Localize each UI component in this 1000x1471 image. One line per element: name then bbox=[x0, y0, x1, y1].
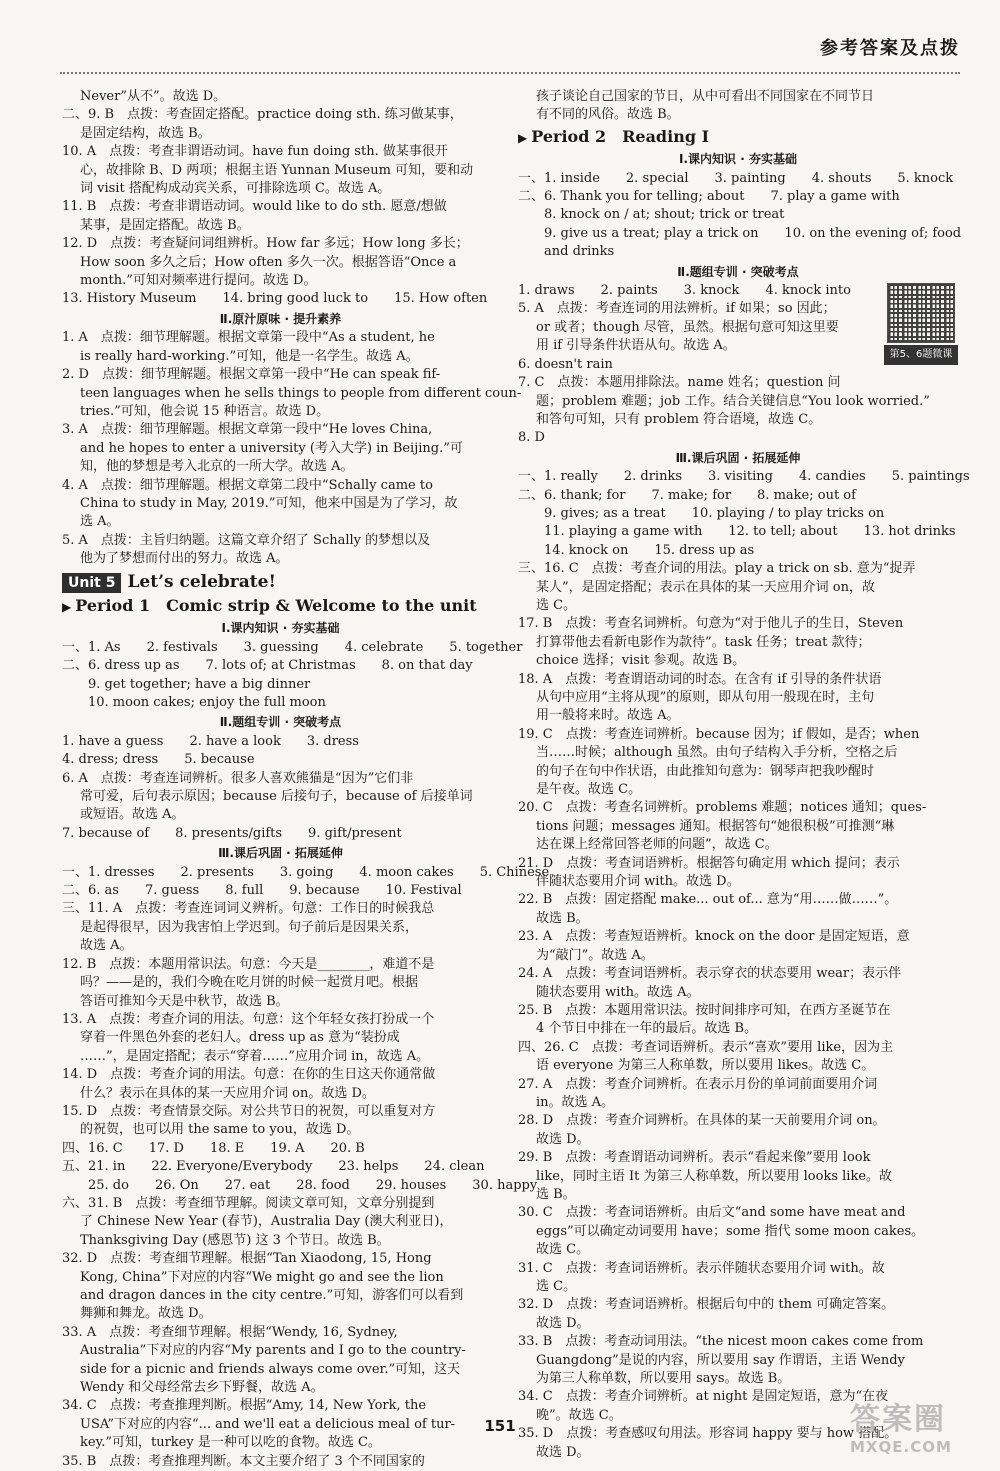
answer-line: 7. C 点拨：本题用排除法。name 姓名；question 问 bbox=[518, 375, 841, 391]
answer-line: 4. A 点拨：细节理解题。根据文章第二段中“Schally came to bbox=[62, 477, 433, 493]
answer-line: 25. B 点拨：本题用常识法。按时间排序可知，在西方圣诞节在 bbox=[518, 1002, 891, 1018]
answer-line: 二、6. as 7. guess 8. full 9. because 10. Festival bbox=[62, 883, 462, 899]
answer-line: 二、6. Thank you for telling; about 7. play a game with bbox=[518, 189, 900, 205]
answer-line: 8. knock on / at; shout; trick or treat bbox=[544, 207, 785, 223]
answer-line: 二、9. B 点拨：考查固定搭配。practice doing sth. 练习做某事， bbox=[62, 107, 463, 123]
answer-line: 的句子在句中作状语，由此推知句意为：钢琴声把我吵醒时 bbox=[536, 763, 875, 779]
answer-line: 6. doesn't rain bbox=[518, 356, 613, 372]
answer-line: 7. because of 8. presents/gifts 9. gift/present bbox=[62, 825, 402, 841]
answer-line: 34. C 点拨：考查介词辨析。at night 是固定短语，意为“在夜 bbox=[518, 1389, 889, 1405]
answer-line: 22. B 点拨：固定搭配 make... out of... 意为“用……做……”。 bbox=[518, 892, 898, 908]
answer-line: 29. B 点拨：考查谓语动词辨析。表示“看起来像”要用 look bbox=[518, 1150, 871, 1166]
answer-line: ……”，是固定搭配；表示“穿着……”应用介词 in，故选 A。 bbox=[80, 1048, 430, 1064]
answer-line: 33. B 点拨：考查动词用法。“the nicest moon cakes come from bbox=[518, 1334, 924, 1350]
answer-line: How soon 多久之后；How often 多久一次。根据答语“Once a bbox=[80, 254, 457, 270]
answer-line: 18. A 点拨：考查谓语动词的时态。在含有 if 引导的条件状语 bbox=[518, 671, 882, 687]
answer-line: 2. D 点拨：细节理解题。根据文章第一段中“He can speak fif- bbox=[62, 367, 441, 383]
answer-line: 6. A 点拨：考查连词辨析。很多人喜欢熊猫是“因为”它们非 bbox=[62, 770, 414, 786]
qr-label: 第5、6题微课 bbox=[884, 345, 958, 365]
answer-line: 二、6. thank; for 7. make; for 8. make; out of bbox=[518, 487, 856, 503]
answer-line: 10. moon cakes; enjoy the full moon bbox=[88, 695, 326, 710]
answer-line: 4 个节日中排在一年的最后。故选 B。 bbox=[536, 1021, 758, 1037]
answer-line: 故选 B。 bbox=[536, 910, 589, 926]
answer-line: 35. D 点拨：考查感叹句用法。形容词 happy 要与 how 搭配。 bbox=[518, 1426, 898, 1442]
answer-line: 故选 D。 bbox=[536, 1131, 590, 1147]
qr-code-block[interactable] bbox=[884, 283, 958, 365]
answer-line: or 或者；though 尽管，虽然。根据句意可知这里要 bbox=[536, 319, 839, 335]
section-heading: Ⅱ.题组专训 · 突破考点 bbox=[219, 715, 342, 730]
answer-line: 语 everyone 为第三人称单数，所以要用 likes。故选 C。 bbox=[536, 1058, 875, 1074]
answer-line: 三、16. C 点拨：考查介词的用法。play a trick on sb. 意为“捉弄 bbox=[518, 561, 916, 577]
answer-line: 吗？——是的，我们今晚在吃月饼的时候一起赏月吧。根据 bbox=[80, 975, 419, 991]
answer-line: 随状态要用 with。故选 A。 bbox=[536, 984, 700, 1000]
answer-line: 常可爱，后句表示原因；because 后接句子，because of 后接单词 bbox=[80, 789, 473, 805]
answer-line: 30. C 点拨：考查词语辨析。由后文“and some have meat and bbox=[518, 1205, 906, 1221]
section-heading: Ⅲ.课后巩固 · 拓展延伸 bbox=[675, 450, 801, 465]
answer-line: 3. A 点拨：细节理解题。根据文章第一段中“He loves China, bbox=[62, 422, 433, 438]
answer-line: 三、11. A 点拨：考查连词词义辨析。句意：工作日的时候我总 bbox=[62, 901, 435, 917]
answer-line: Australia”下对应的内容“My parents and I go to the country- bbox=[80, 1343, 466, 1359]
answer-line: 题；problem 难题；job 工作。结合关键信息“You look worried.” bbox=[536, 393, 930, 409]
answer-line: 一、1. really 2. drinks 3. visiting 4. candies 5. paintings bbox=[518, 469, 970, 485]
answer-line: 四、16. C 17. D 18. E 19. A 20. B bbox=[62, 1140, 365, 1156]
answer-line: 14. knock on 15. dress up as bbox=[544, 542, 755, 558]
answer-line: 12. D 点拨：考查疑问词组辨析。How far 多远；How long 多长； bbox=[62, 236, 469, 252]
answer-line: 13. History Museum 14. bring good luck to 15. How often bbox=[62, 291, 488, 307]
answer-line: 19. C 点拨：考查连词辨析。because 因为；if 假如，是否；when bbox=[518, 726, 920, 742]
answer-line: is really hard-working.”可知，他是一名学生。故选 A。 bbox=[80, 348, 419, 364]
section-heading: Ⅰ.课内知识 · 夯实基础 bbox=[679, 152, 797, 167]
answer-line: 35. B 点拨：考查推理判断。本文主要介绍了 3 个不同国家的 bbox=[62, 1453, 425, 1469]
answer-line: 8. D bbox=[518, 430, 545, 446]
header-divider bbox=[60, 72, 960, 74]
answer-line: 什么？表示在具体的某一天应用介词 on。故选 D。 bbox=[80, 1085, 375, 1101]
answer-line: 9. give us a treat; play a trick on 10. on the evening of; food bbox=[544, 225, 962, 241]
answer-line: 为第三人称单数，所以要用 says。故选 B。 bbox=[536, 1371, 791, 1387]
answer-line: 选 B。 bbox=[536, 1186, 576, 1202]
answer-line: 四、26. C 点拨：考查词语辨析。表示“喜欢”要用 like，因为主 bbox=[518, 1039, 894, 1055]
answer-line: 9. get together; have a big dinner bbox=[88, 676, 311, 692]
section-heading: Ⅲ.课后巩固 · 拓展延伸 bbox=[218, 846, 343, 861]
answer-line: 有不同的风俗。故选 B。 bbox=[536, 107, 680, 123]
answer-line: 28. D 点拨：考查介词辨析。在具体的某一天前要用介词 on。 bbox=[518, 1113, 886, 1129]
answer-line: and dragon dances in the city centre.”可知，游客们可以看到 bbox=[80, 1288, 464, 1303]
answer-line: 二、6. dress up as 7. lots of; at Christmas 8. on that day bbox=[62, 658, 473, 674]
answer-line: 晚”。故选 C。 bbox=[536, 1407, 622, 1423]
answer-line: 24. A 点拨：考查词语辨析。表示穿衣的状态要用 wear；表示伴 bbox=[518, 966, 902, 982]
answer-line: 为“敲门”。故选 A。 bbox=[536, 947, 654, 963]
answer-line: 31. C 点拨：考查词语辨析。表示伴随状态要用介词 with。故 bbox=[518, 1260, 885, 1276]
section-heading: Ⅱ.原汁原味 · 提升素养 bbox=[219, 311, 342, 326]
answer-line: 舞狮和舞龙。故选 D。 bbox=[80, 1306, 212, 1322]
answer-line: Never”从不”。故选 D。 bbox=[80, 89, 227, 104]
answer-line: China to study in May, 2019.”可知，他来中国是为了学习，故 bbox=[80, 495, 458, 511]
answer-line: 和答句可知，只有 problem 符合语境，故选 C。 bbox=[536, 411, 822, 427]
answer-line: 故选 C。 bbox=[536, 1242, 590, 1258]
answer-line: and drinks bbox=[544, 244, 615, 260]
answer-line: 21. D 点拨：考查词语辨析。根据答句确定用 which 提问；表示 bbox=[518, 855, 900, 871]
answer-line: eggs”可以确定动词要用 have；some 指代 some moon cakes。 bbox=[536, 1223, 925, 1239]
answer-line: 是起得很早，因为我害怕上学迟到。句子前后是因果关系， bbox=[80, 919, 419, 935]
answer-line: 33. A 点拨：考查细节理解。根据“Wendy, 16, Sydney, bbox=[62, 1324, 398, 1340]
answer-line: 一、1. inside 2. special 3. painting 4. shouts 5. knock bbox=[518, 170, 954, 186]
watermark-logo bbox=[850, 1394, 960, 1458]
answer-line: side for a picnic and friends always come over.”可知，这天 bbox=[80, 1361, 461, 1377]
answer-line: 5. A 点拨：考查连词的用法辨析。if 如果；so 因此； bbox=[518, 301, 836, 317]
answer-line: 故选 D。 bbox=[536, 1444, 590, 1460]
answer-line: 的祝贺，也可以用 the same to you，故选 D。 bbox=[80, 1122, 360, 1138]
answer-line: 4. dress; dress 5. because bbox=[62, 752, 255, 768]
answer-line: 一、1. dresses 2. presents 3. going 4. moon cakes 5. Chinese bbox=[62, 864, 550, 880]
answer-line: 选 C。 bbox=[536, 1279, 577, 1294]
answer-line: teen languages when he sells things to people from different coun- bbox=[80, 385, 522, 401]
answer-line: 9. gives; as a treat 10. playing / to play tricks on bbox=[544, 505, 885, 521]
answer-line: 5. A 点拨：主旨归纳题。这篇文章介绍了 Schally 的梦想以及 bbox=[62, 532, 431, 548]
answer-line: 是固定结构，故选 B。 bbox=[80, 125, 211, 141]
answer-line: 五、21. in 22. Everyone/Everybody 23. helps 24. clean bbox=[62, 1159, 485, 1175]
answer-line: tries.”可知，他会说 15 种语言。故选 D。 bbox=[80, 403, 330, 419]
answer-line: 1. have a guess 2. have a look 3. dress bbox=[62, 733, 359, 749]
watermark-site: MXQE.COM bbox=[850, 1438, 952, 1456]
answer-line: 孩子谈论自己国家的节日，从中可看出不同国家在不同节日 bbox=[536, 89, 875, 104]
answer-line: 选 A。 bbox=[80, 514, 120, 530]
answer-line: 或短语。故选 A。 bbox=[80, 807, 185, 823]
answer-line: 34. C 点拨：考查推理判断。根据“Amy, 14, New York, the bbox=[62, 1398, 427, 1414]
answer-line: key.”可知，turkey 是一种可以吃的食物。故选 C。 bbox=[80, 1435, 381, 1451]
period-heading bbox=[518, 128, 958, 147]
answer-line: Guangdong”是说的内容，所以要用 say 作谓语，主语 Wendy bbox=[536, 1352, 905, 1368]
answer-line: 32. D 点拨：考查细节理解。根据“Tan Xiaodong, 15, Hong bbox=[62, 1251, 432, 1267]
answer-line: 23. A 点拨：考查短语辨析。knock on the door 是固定短语，意 bbox=[518, 929, 910, 945]
qr-code-icon[interactable] bbox=[887, 283, 955, 343]
answer-line: and he hopes to enter a university (考入大学) in Beijing.”可 bbox=[80, 440, 463, 456]
section-heading: Ⅱ.题组专训 · 突破考点 bbox=[677, 264, 799, 279]
unit-badge: Unit 5 bbox=[62, 573, 121, 593]
period-title: Period 2 Reading Ⅰ bbox=[531, 126, 710, 146]
answer-line: choice 选择；visit 参观。故选 B。 bbox=[536, 653, 746, 669]
section-heading: Ⅰ.课内知识 · 夯实基础 bbox=[221, 621, 340, 636]
answer-line: 20. C 点拨：考查名词辨析。problems 难题；notices 通知；ques- bbox=[518, 800, 927, 816]
answer-line: 他为了梦想而付出的努力。故选 A。 bbox=[80, 551, 289, 567]
answer-line: 词 visit 搭配构成动宾关系，可排除选项 C。故选 A。 bbox=[80, 181, 391, 197]
period-heading bbox=[62, 597, 499, 616]
page-number: 151 bbox=[484, 1417, 516, 1435]
answer-line: 伴随状态要用介词 with。故选 D。 bbox=[536, 874, 740, 890]
answer-line: tions 问题；messages 通知。根据答句“她很积极”可推测“琳 bbox=[536, 818, 895, 834]
unit-heading bbox=[62, 573, 499, 593]
answer-line: 14. D 点拨：考查介词的用法。句意：在你的生日这天你通常做 bbox=[62, 1067, 436, 1083]
answer-line: 答语可推知今天是中秋节，故选 B。 bbox=[80, 993, 289, 1009]
answer-line: 某人”，是固定搭配；表示在具体的某一天应用介词 on，故 bbox=[536, 579, 875, 595]
answer-line: in。故选 A。 bbox=[536, 1094, 615, 1110]
answer-line: 某事，是固定搭配。故选 B。 bbox=[80, 217, 250, 233]
page-header bbox=[60, 6, 960, 74]
answer-line: Kong, China”下对应的内容“We might go and see the lion bbox=[80, 1269, 444, 1285]
answer-line: 达在课上经常回答老师的问题”，故选 C。 bbox=[536, 837, 778, 853]
answer-line: 当……时候；although 虽然。由句子结构入手分析，空格之后 bbox=[536, 745, 898, 761]
answer-line: 17. B 点拨：考查名词辨析。句意为“对于他儿子的生日，Steven bbox=[518, 616, 904, 632]
answer-line: 10. A 点拨：考查非谓语动词。have fun doing sth. 做某事很开 bbox=[62, 144, 448, 160]
unit-title: Let’s celebrate! bbox=[127, 571, 276, 592]
answer-line: 心，故排除 B、D 两项；根据主语 Yunnan Museum 可知，要和动 bbox=[80, 162, 474, 178]
answer-line: month.”可知对频率进行提问。故选 D。 bbox=[80, 273, 317, 289]
answer-line: 故选 A。 bbox=[80, 938, 133, 954]
period-title: Period 1 Comic strip & Welcome to the unit bbox=[75, 595, 477, 615]
answer-line: Thanksgiving Day (感恩节) 这 3 个节日。故选 B。 bbox=[80, 1232, 390, 1248]
answer-line: 了 Chinese New Year (春节)，Australia Day (澳大利亚日)， bbox=[80, 1214, 453, 1230]
answer-line: 打算带他去看新电影作为款待”。task 任务；treat 款待； bbox=[536, 634, 871, 650]
right-column bbox=[518, 88, 970, 1462]
answer-line: 故选 D。 bbox=[536, 1315, 590, 1331]
answer-line: 1. A 点拨：细节理解题。根据文章第一段中“As a student, he bbox=[62, 330, 435, 346]
answer-line: 11. B 点拨：考查非谓语动词。would like to do sth. 愿意/想做 bbox=[62, 199, 447, 215]
watermark-icon: 答案圈 bbox=[850, 1402, 946, 1437]
answer-line: 15. D 点拨：考查情景交际。对公共节日的祝贺，可以重复对方 bbox=[62, 1103, 436, 1119]
answer-line: 25. do 26. On 27. eat 28. food 29. houses 30. happy bbox=[88, 1177, 538, 1193]
answer-line: like，同时主语 It 为第三人称单数，所以要用 looks like。故 bbox=[536, 1168, 893, 1184]
answer-line: 27. A 点拨：考查介词辨析。在表示月份的单词前面要用介词 bbox=[518, 1076, 878, 1092]
header-title: 参考答案及点拨 bbox=[820, 38, 960, 59]
answer-line: 11. playing a game with 12. to tell; about 13. hot drinks bbox=[544, 524, 956, 540]
answer-line: 穿着一件黑色外套的老妇人。dress up as 意为“装扮成 bbox=[80, 1030, 400, 1046]
answer-line: 选 C。 bbox=[536, 597, 577, 613]
answer-line: 是午夜。故选 C。 bbox=[536, 782, 642, 798]
answer-line: 32. D 点拨：考查词语辨析。根据后句中的 them 可确定答案。 bbox=[518, 1297, 895, 1313]
answer-line: Wendy 和父母经常去乡下野餐，故选 A。 bbox=[80, 1380, 324, 1396]
answer-line: 六、31. B 点拨：考查细节理解。阅读文章可知，文章分别提到 bbox=[62, 1195, 435, 1211]
answer-line: 13. A 点拨：考查介词的用法。句意：这个年轻女孩打扮成一个 bbox=[62, 1011, 435, 1027]
answer-line: 用一般将来时。故选 A。 bbox=[536, 708, 680, 724]
arrow-icon: ▶ bbox=[518, 130, 528, 145]
arrow-icon: ▶ bbox=[62, 599, 72, 614]
answer-line: 12. B 点拨：本题用常识法。句意：今天是________，难道不是 bbox=[62, 956, 435, 972]
answer-line: 1. draws 2. paints 3. knock 4. knock into bbox=[518, 283, 851, 299]
answer-line: 用 if 引导条件状语从句。故选 A。 bbox=[536, 338, 736, 354]
answer-line: USA”下对应的内容“... and we'll eat a delicious meal of tur- bbox=[80, 1416, 456, 1432]
answer-line: 知，他的梦想是考入北京的一所大学。故选 A。 bbox=[80, 459, 354, 475]
answer-line: 一、1. As 2. festivals 3. guessing 4. celebrate 5. together bbox=[62, 639, 523, 655]
answer-line: 从句中应用“主将从现”的原则，即从句用一般现在时，主句 bbox=[536, 690, 875, 705]
